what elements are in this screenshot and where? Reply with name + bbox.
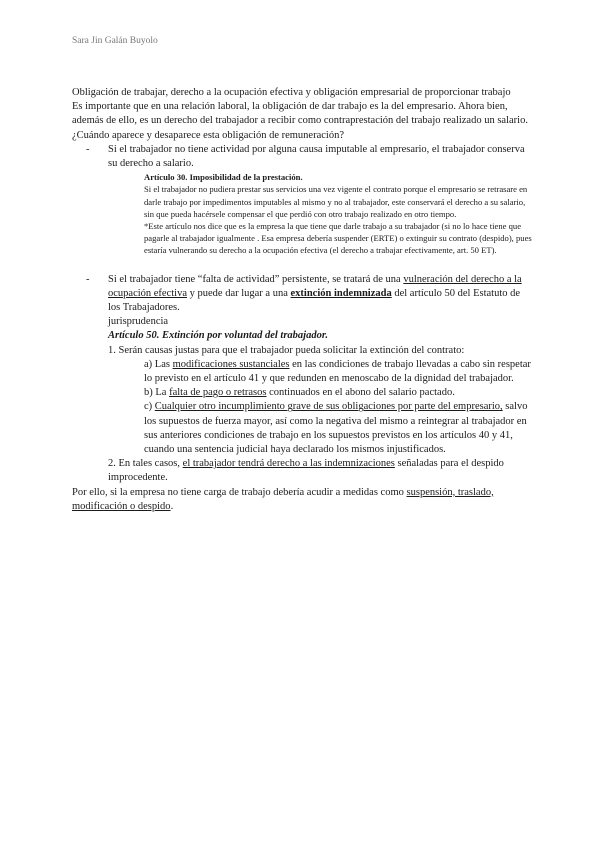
bullet-text-part: Si el trabajador tiene “falta de actividad” persistente, se tratará de una — [108, 273, 404, 285]
spacer — [72, 257, 532, 273]
closing-text: . — [170, 500, 174, 512]
article-50-item-1: 1. Serán causas justas para que el trabajador pueda solicitar la extinción del contrato: — [108, 344, 465, 356]
article-50-item-b — [72, 386, 532, 400]
article-30-text: Si el trabajador no pudiera prestar sus servicios una vez vigente el contrato porque el empresario se retrasare en darle trabajo por impedimentos imputables al mismo y no al trabajador, este conservará el derecho a su salario, sin que pueda hacérsele compensar el que perdió con otro trabajo realizado en otro tiempo. — [144, 184, 528, 219]
bullet-text-part: del artículo 50 del Estatuto de los Trabajadores. — [108, 287, 521, 314]
document-body — [72, 86, 532, 514]
underlined-phrase: suspensión, traslado, modificación o despido — [72, 486, 494, 512]
article-50-title: Artículo 50. Extinción por voluntad del trabajador. — [108, 330, 328, 342]
bullet-item — [72, 143, 532, 171]
item-prefix: b) La — [144, 387, 170, 399]
underlined-phrase: el trabajador tendrá derecho a las indemnizaciones — [182, 458, 395, 470]
article-50-item-a — [72, 358, 532, 386]
closing-paragraph — [72, 486, 532, 514]
article-50-item-c — [72, 400, 532, 457]
underlined-phrase: Cualquier otro incumplimiento grave de sus obligaciones por parte del empresario, — [154, 401, 503, 413]
item-text: continuados en el abono del salario pactado. — [266, 387, 455, 399]
article-50-item-2 — [72, 457, 532, 485]
article-30-title: Artículo 30. Imposibilidad de la prestación. — [144, 172, 303, 183]
underlined-phrase: modificaciones sustanciales — [172, 358, 290, 370]
intro-paragraph: Es importante que en una relación laboral, la obligación de dar trabajo es la del empresario. Ahora bien, además de ello, es un derecho del trabajador a recibir como contraprestación del trabajo realizado un salario. ¿Cuándo aparece y desaparece esta obligación de remuneración? — [72, 101, 528, 141]
item-prefix: c) — [144, 401, 155, 413]
item-text: salvo los supuestos de fuerza mayor, así como la negativa del mismo a reintegrar al trabajador en sus anteriores condiciones de trabajo en los supuestos previstos en los artículos 40 y 41, cuando una sentencia judicial haya declarado los mismos injustificados. — [144, 401, 528, 456]
bullet-dash: - — [86, 143, 90, 155]
underlined-phrase: vulneración del derecho a la ocupación efectiva — [108, 273, 522, 299]
underlined-phrase: falta de pago o retrasos — [169, 387, 267, 399]
item-prefix: 2. En tales casos, — [108, 458, 183, 470]
bullet-text: Si el trabajador no tiene actividad por alguna causa imputable al empresario, el trabajador conserva su derecho a salario. — [108, 143, 525, 170]
section-heading: Obligación de trabajar, derecho a la ocupación efectiva y obligación empresarial de proporcionar trabajo — [72, 87, 511, 98]
bullet-dash: - — [86, 273, 90, 285]
article-30-quote — [144, 171, 532, 256]
underlined-bold-phrase: extinción indemnizada — [290, 287, 392, 299]
bullet-text-part: y puede dar lugar a una — [187, 287, 291, 299]
closing-text: Por ello, si la empresa no tiene carga de trabajo debería acudir a medidas como — [72, 486, 407, 498]
bullet-item — [72, 273, 532, 316]
item-text: en las condiciones de trabajo llevadas a cabo sin respetar lo previsto en el artículo 41 y que redunden en menoscabo de la dignidad del trabajador. — [144, 358, 531, 385]
article-30-note: *Este artículo nos dice que es la empresa la que tiene que darle trabajo a su trabajador (si no lo hace tiene que pagarle al trabajador igualmente . Esa empresa debería suspender (ERTE) o extinguir su contrato (despido), pues estaría vulnerando su derecho a la ocupación efectiva (el derecho a trabajar efectivamente, art. 50 ET). — [144, 221, 532, 256]
jurisprudencia-label: jurisprudencia — [108, 316, 169, 328]
author-header: Sara Jin Galán Buyolo — [72, 36, 158, 46]
item-prefix: a) Las — [144, 358, 173, 370]
item-text: señaladas para el despido improcedente. — [108, 458, 504, 484]
